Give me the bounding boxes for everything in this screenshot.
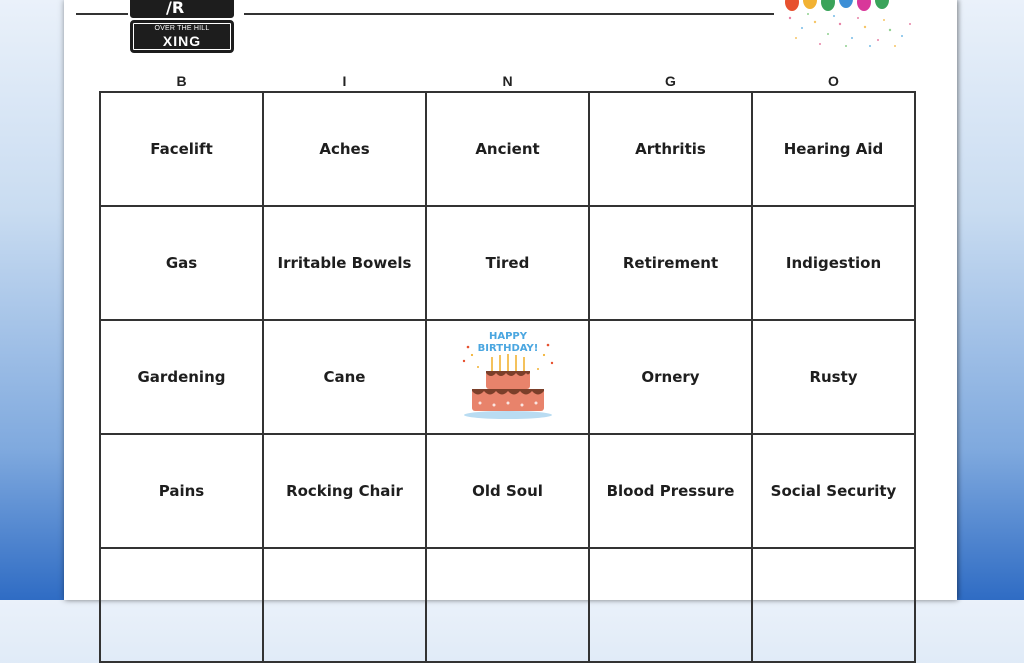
bingo-cell: Irritable Bowels [263, 206, 426, 320]
bingo-row [100, 548, 915, 662]
header-rule-left [76, 13, 128, 15]
column-letter-i: I [342, 73, 347, 89]
bingo-cell: Gas [100, 206, 263, 320]
bingo-cell: Rusty [752, 320, 915, 434]
column-letter-o: O [828, 73, 839, 89]
sign-bottom [130, 20, 234, 53]
bingo-cell [426, 548, 589, 662]
sign-small-text: OVER THE HILL [154, 25, 210, 32]
column-letter-g: G [665, 73, 676, 89]
free-space-line2: BIRTHDAY! [477, 343, 538, 354]
bingo-cell [263, 548, 426, 662]
sign-big-text: XING [162, 33, 202, 49]
bingo-cell: Facelift [100, 92, 263, 206]
bingo-cell: Hearing Aid [752, 92, 915, 206]
bingo-cell: Indigestion [752, 206, 915, 320]
bingo-row [100, 434, 915, 548]
sign-top-text: /R [166, 0, 185, 17]
bingo-cell: Tired [426, 206, 589, 320]
header-rule-right [244, 13, 774, 15]
balloons-confetti-icon [770, 0, 920, 50]
bingo-cell: Aches [263, 92, 426, 206]
bingo-cell: Arthritis [589, 92, 752, 206]
bingo-row [100, 320, 915, 434]
free-space-cell [426, 320, 589, 434]
free-space-line1: HAPPY [488, 331, 527, 342]
bingo-cell: Ornery [589, 320, 752, 434]
bingo-cell [100, 548, 263, 662]
column-letter-b: B [176, 73, 187, 89]
column-letter-n: N [502, 73, 513, 89]
bingo-cell: Gardening [100, 320, 263, 434]
bingo-cell: Pains [100, 434, 263, 548]
birthday-cake-icon [458, 327, 558, 427]
bingo-column-headers [100, 71, 915, 91]
bingo-cell: Social Security [752, 434, 915, 548]
sign-top [130, 0, 234, 18]
bingo-cell: Old Soul [426, 434, 589, 548]
over-the-hill-sign-logo [130, 0, 234, 53]
bingo-cell: Retirement [589, 206, 752, 320]
bingo-card-page [64, 0, 957, 600]
bingo-cell: Blood Pressure [589, 434, 752, 548]
bingo-cell: Rocking Chair [263, 434, 426, 548]
bingo-cell [752, 548, 915, 662]
bingo-row [100, 92, 915, 206]
bingo-cell: Cane [263, 320, 426, 434]
bingo-grid [99, 91, 916, 663]
bingo-row [100, 206, 915, 320]
bingo-cell [589, 548, 752, 662]
bingo-cell: Ancient [426, 92, 589, 206]
